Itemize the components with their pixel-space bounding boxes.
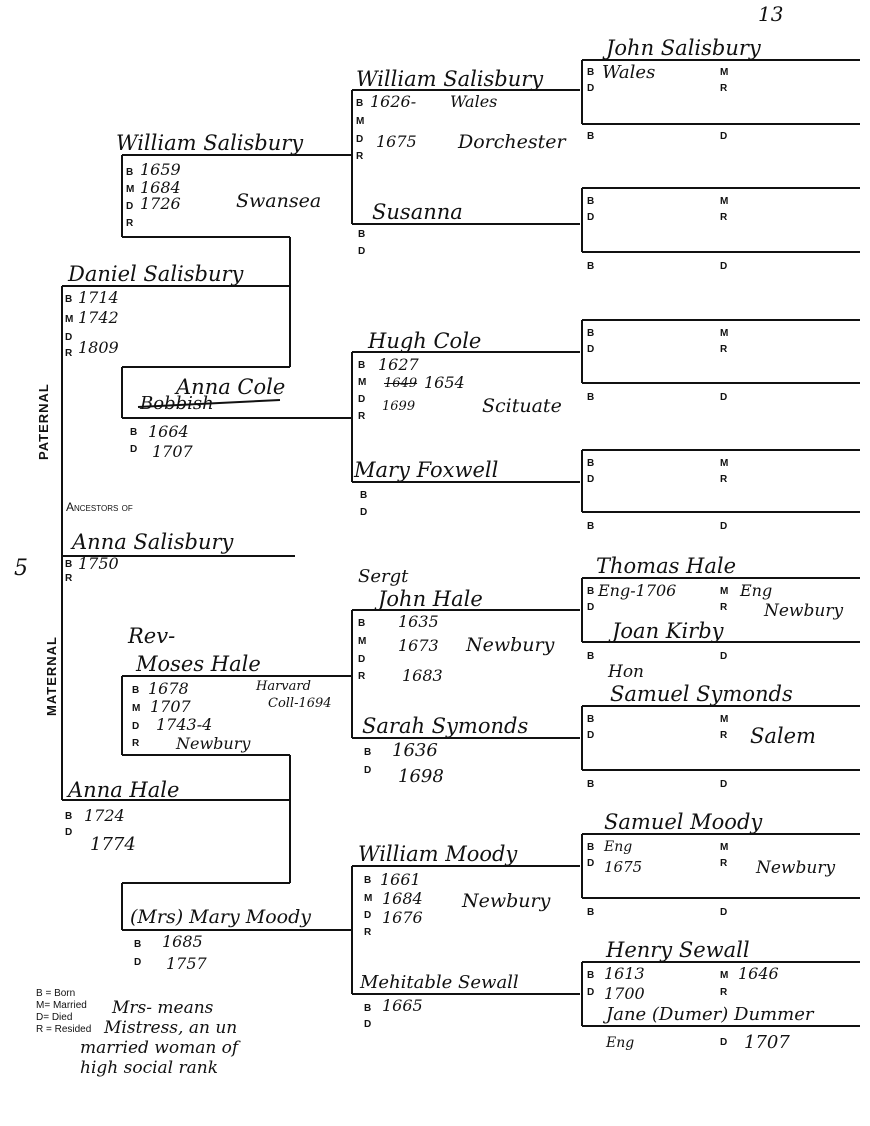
gg6-name: Sarah Symonds [362, 714, 529, 738]
field-label: M [364, 893, 373, 904]
field-label: D [720, 1037, 728, 1048]
ggg9-residence: Newbury [756, 858, 836, 878]
field-label: D [587, 987, 595, 998]
field-label: M [720, 586, 729, 597]
field-label: B [126, 167, 134, 178]
field-label: M [358, 377, 367, 388]
field-label: M [358, 636, 367, 647]
pat-grandmother-born: 1664 [148, 422, 189, 441]
gg7-married-place: Newbury [462, 890, 551, 912]
gg6-born: 1636 [392, 740, 438, 761]
mat-grandfather-name: Moses Hale [136, 652, 261, 676]
gg4-name: Mary Foxwell [354, 458, 499, 482]
field-label: R [132, 738, 140, 749]
field-label: B [587, 131, 595, 142]
gg5-born: 1635 [398, 612, 439, 631]
gg3-place: Scituate [482, 395, 562, 417]
gg1-born-place: Wales [450, 92, 498, 111]
mat-grandfather-note1: Harvard [256, 679, 311, 694]
legend-married: M= Married [36, 1000, 87, 1011]
field-label: B [587, 779, 595, 790]
field-label: B [587, 196, 595, 207]
field-label: B [358, 229, 366, 240]
subject-born: 1750 [78, 554, 119, 573]
field-label: D [356, 134, 364, 145]
field-label: D [587, 83, 595, 94]
field-label: B [587, 842, 595, 853]
father-died: 1809 [78, 338, 119, 357]
ggg9-name: Samuel Moody [604, 810, 763, 834]
ggg7-name: Samuel Symonds [610, 682, 793, 706]
field-label: R [65, 573, 73, 584]
paternal-label: PATERNAL [36, 383, 51, 460]
gg5-married-place: Newbury [466, 634, 555, 656]
mat-grandfather-note2: Coll-1694 [268, 696, 332, 711]
field-label: D [587, 602, 595, 613]
field-label: M [65, 314, 74, 325]
field-label: D [358, 394, 366, 405]
field-label: R [358, 411, 366, 422]
field-label: R [720, 602, 728, 613]
field-label: B [587, 907, 595, 918]
mat-grandfather-married: 1707 [150, 697, 191, 716]
field-label: R [356, 151, 364, 162]
legend-resided: R = Resided [36, 1024, 92, 1035]
gg3-died: 1699 [382, 399, 416, 414]
pat-grandfather-place: Swansea [236, 190, 322, 212]
pat-grandfather-died: 1726 [140, 194, 181, 213]
field-label: M [356, 116, 365, 127]
field-label: D [587, 212, 595, 223]
field-label: D [720, 779, 728, 790]
ggg12-born: Eng [606, 1035, 635, 1051]
ggg1-born: Wales [602, 62, 656, 83]
gg3-married: 1654 [424, 373, 465, 392]
gg6-died: 1698 [398, 766, 444, 787]
left-margin-mark: 5 [14, 556, 28, 581]
field-label: D [587, 730, 595, 741]
field-label: D [358, 654, 366, 665]
pat-grandfather-married: 1684 [140, 178, 181, 197]
gg5-residence: 1683 [402, 666, 443, 685]
field-label: R [720, 858, 728, 869]
field-label: B [358, 618, 366, 629]
gg7-married: 1684 [382, 889, 423, 908]
ggg11-married: 1646 [738, 964, 779, 983]
page-number: 13 [758, 2, 784, 26]
field-label: M [132, 703, 141, 714]
field-label: B [587, 261, 595, 272]
field-label: D [720, 261, 728, 272]
mat-grandmother-name: (Mrs) Mary Moody [130, 906, 312, 928]
father-name: Daniel Salisbury [68, 262, 244, 286]
ggg6-name: Joan Kirby [612, 619, 724, 643]
gg1-name: William Salisbury [356, 67, 544, 91]
field-label: B [134, 939, 142, 950]
ggg7-prefix: Hon [608, 662, 645, 682]
gg1-place: Dorchester [458, 131, 566, 153]
ggg5-name: Thomas Hale [596, 554, 737, 578]
field-label: D [720, 392, 728, 403]
field-label: M [720, 196, 729, 207]
field-label: B [587, 970, 595, 981]
field-label: R [720, 212, 728, 223]
gg5-married: 1673 [398, 636, 439, 655]
mat-grandmother-born: 1685 [162, 932, 203, 951]
field-label: R [720, 83, 728, 94]
gg5-prefix: Sergt [358, 566, 409, 587]
gg1-died: 1675 [376, 132, 417, 151]
maternal-label: MATERNAL [44, 636, 59, 716]
gg2-name: Susanna [372, 200, 463, 224]
mat-grandfather-residence: Newbury [176, 734, 251, 753]
field-label: M [126, 184, 135, 195]
father-born: 1714 [78, 288, 119, 307]
pat-grandfather-born: 1659 [140, 160, 181, 179]
ggg12-name: Jane (Dumer) Dummer [606, 1004, 814, 1025]
field-label: D [720, 907, 728, 918]
ggg11-died: 1700 [604, 984, 645, 1003]
field-label: B [360, 490, 368, 501]
field-label: D [587, 858, 595, 869]
field-label: B [356, 98, 364, 109]
field-label: M [720, 970, 729, 981]
ggg5-residence: Newbury [764, 601, 844, 621]
mat-grandfather-died: 1743-4 [156, 715, 213, 734]
gg1-born: 1626- [370, 92, 417, 111]
field-label: B [364, 1003, 372, 1014]
legend-note-line2: Mistress, an un [104, 1018, 238, 1038]
field-label: D [364, 910, 372, 921]
field-label: D [126, 201, 134, 212]
field-label: D [720, 651, 728, 662]
field-label: D [364, 1019, 372, 1030]
gg7-name: William Moody [358, 842, 518, 866]
gg3-born: 1627 [378, 355, 419, 374]
field-label: B [587, 651, 595, 662]
ggg11-born: 1613 [604, 964, 645, 983]
field-label: R [364, 927, 372, 938]
field-label: D [587, 474, 595, 485]
legend-note-line4: high social rank [80, 1058, 219, 1078]
field-label: B [130, 427, 138, 438]
ggg12-died: 1707 [744, 1032, 790, 1053]
field-label: B [65, 294, 73, 305]
field-label: R [720, 344, 728, 355]
field-label: B [364, 747, 372, 758]
field-label: R [720, 987, 728, 998]
field-label: B [65, 559, 73, 570]
pat-grandmother-name: Anna Cole [176, 375, 286, 399]
field-label: B [587, 328, 595, 339]
ggg11-name: Henry Sewall [606, 938, 750, 962]
field-label: R [720, 474, 728, 485]
field-label: R [358, 671, 366, 682]
ggg5-married: Eng [740, 581, 773, 600]
field-label: D [360, 507, 368, 518]
mother-name: Anna Hale [68, 778, 180, 802]
field-label: D [65, 827, 73, 838]
ggg1-name: John Salisbury [606, 36, 761, 60]
father-married: 1742 [78, 308, 119, 327]
ggg5-born: Eng-1706 [598, 581, 677, 600]
gg8-born: 1665 [382, 996, 423, 1015]
subject-name: Anna Salisbury [72, 530, 234, 554]
field-label: B [65, 811, 73, 822]
legend-died: D= Died [36, 1012, 73, 1023]
field-label: B [587, 458, 595, 469]
field-label: B [587, 392, 595, 403]
mat-grandfather-prefix: Rev- [128, 624, 176, 648]
gg3-name: Hugh Cole [368, 329, 482, 353]
gg7-born: 1661 [380, 870, 421, 889]
field-label: B [587, 521, 595, 532]
field-label: D [364, 765, 372, 776]
field-label: D [134, 957, 142, 968]
gg7-died: 1676 [382, 908, 423, 927]
field-label: M [720, 714, 729, 725]
field-label: M [720, 842, 729, 853]
field-label: D [358, 246, 366, 257]
gg3-married-struck: 1649 [384, 376, 418, 391]
field-label: D [132, 721, 140, 732]
legend-note-line3: married woman of [80, 1038, 239, 1058]
field-label: R [126, 218, 134, 229]
field-label: M [720, 328, 729, 339]
gg8-name: Mehitable Sewall [360, 972, 519, 993]
pat-grandmother-struck-name: Bobbish [140, 393, 214, 414]
field-label: D [720, 521, 728, 532]
field-label: D [130, 444, 138, 455]
pat-grandmother-died: 1707 [152, 442, 193, 461]
legend-born: B = Born [36, 988, 76, 999]
ggg9-born: Eng [604, 839, 633, 855]
mother-died: 1774 [90, 834, 136, 855]
field-label: R [65, 348, 73, 359]
gg5-name: John Hale [378, 587, 483, 611]
pat-grandfather-name: William Salisbury [116, 131, 304, 155]
ancestors-of-label: Ancestors of [66, 500, 133, 514]
field-label: B [358, 360, 366, 371]
legend [36, 988, 91, 1036]
mat-grandfather-born: 1678 [148, 679, 189, 698]
field-label: B [132, 685, 140, 696]
field-label: D [720, 131, 728, 142]
field-label: M [720, 67, 729, 78]
field-label: D [587, 344, 595, 355]
field-label: B [587, 714, 595, 725]
field-label: D [65, 332, 73, 343]
field-label: M [720, 458, 729, 469]
ggg7-residence: Salem [750, 724, 816, 748]
field-label: B [364, 875, 372, 886]
mat-grandmother-died: 1757 [166, 954, 207, 973]
field-label: R [720, 730, 728, 741]
legend-note-line1: Mrs- means [112, 998, 214, 1018]
field-label: B [587, 67, 595, 78]
field-label: B [587, 586, 595, 597]
ggg9-died: 1675 [604, 858, 643, 876]
mother-born: 1724 [84, 806, 125, 825]
